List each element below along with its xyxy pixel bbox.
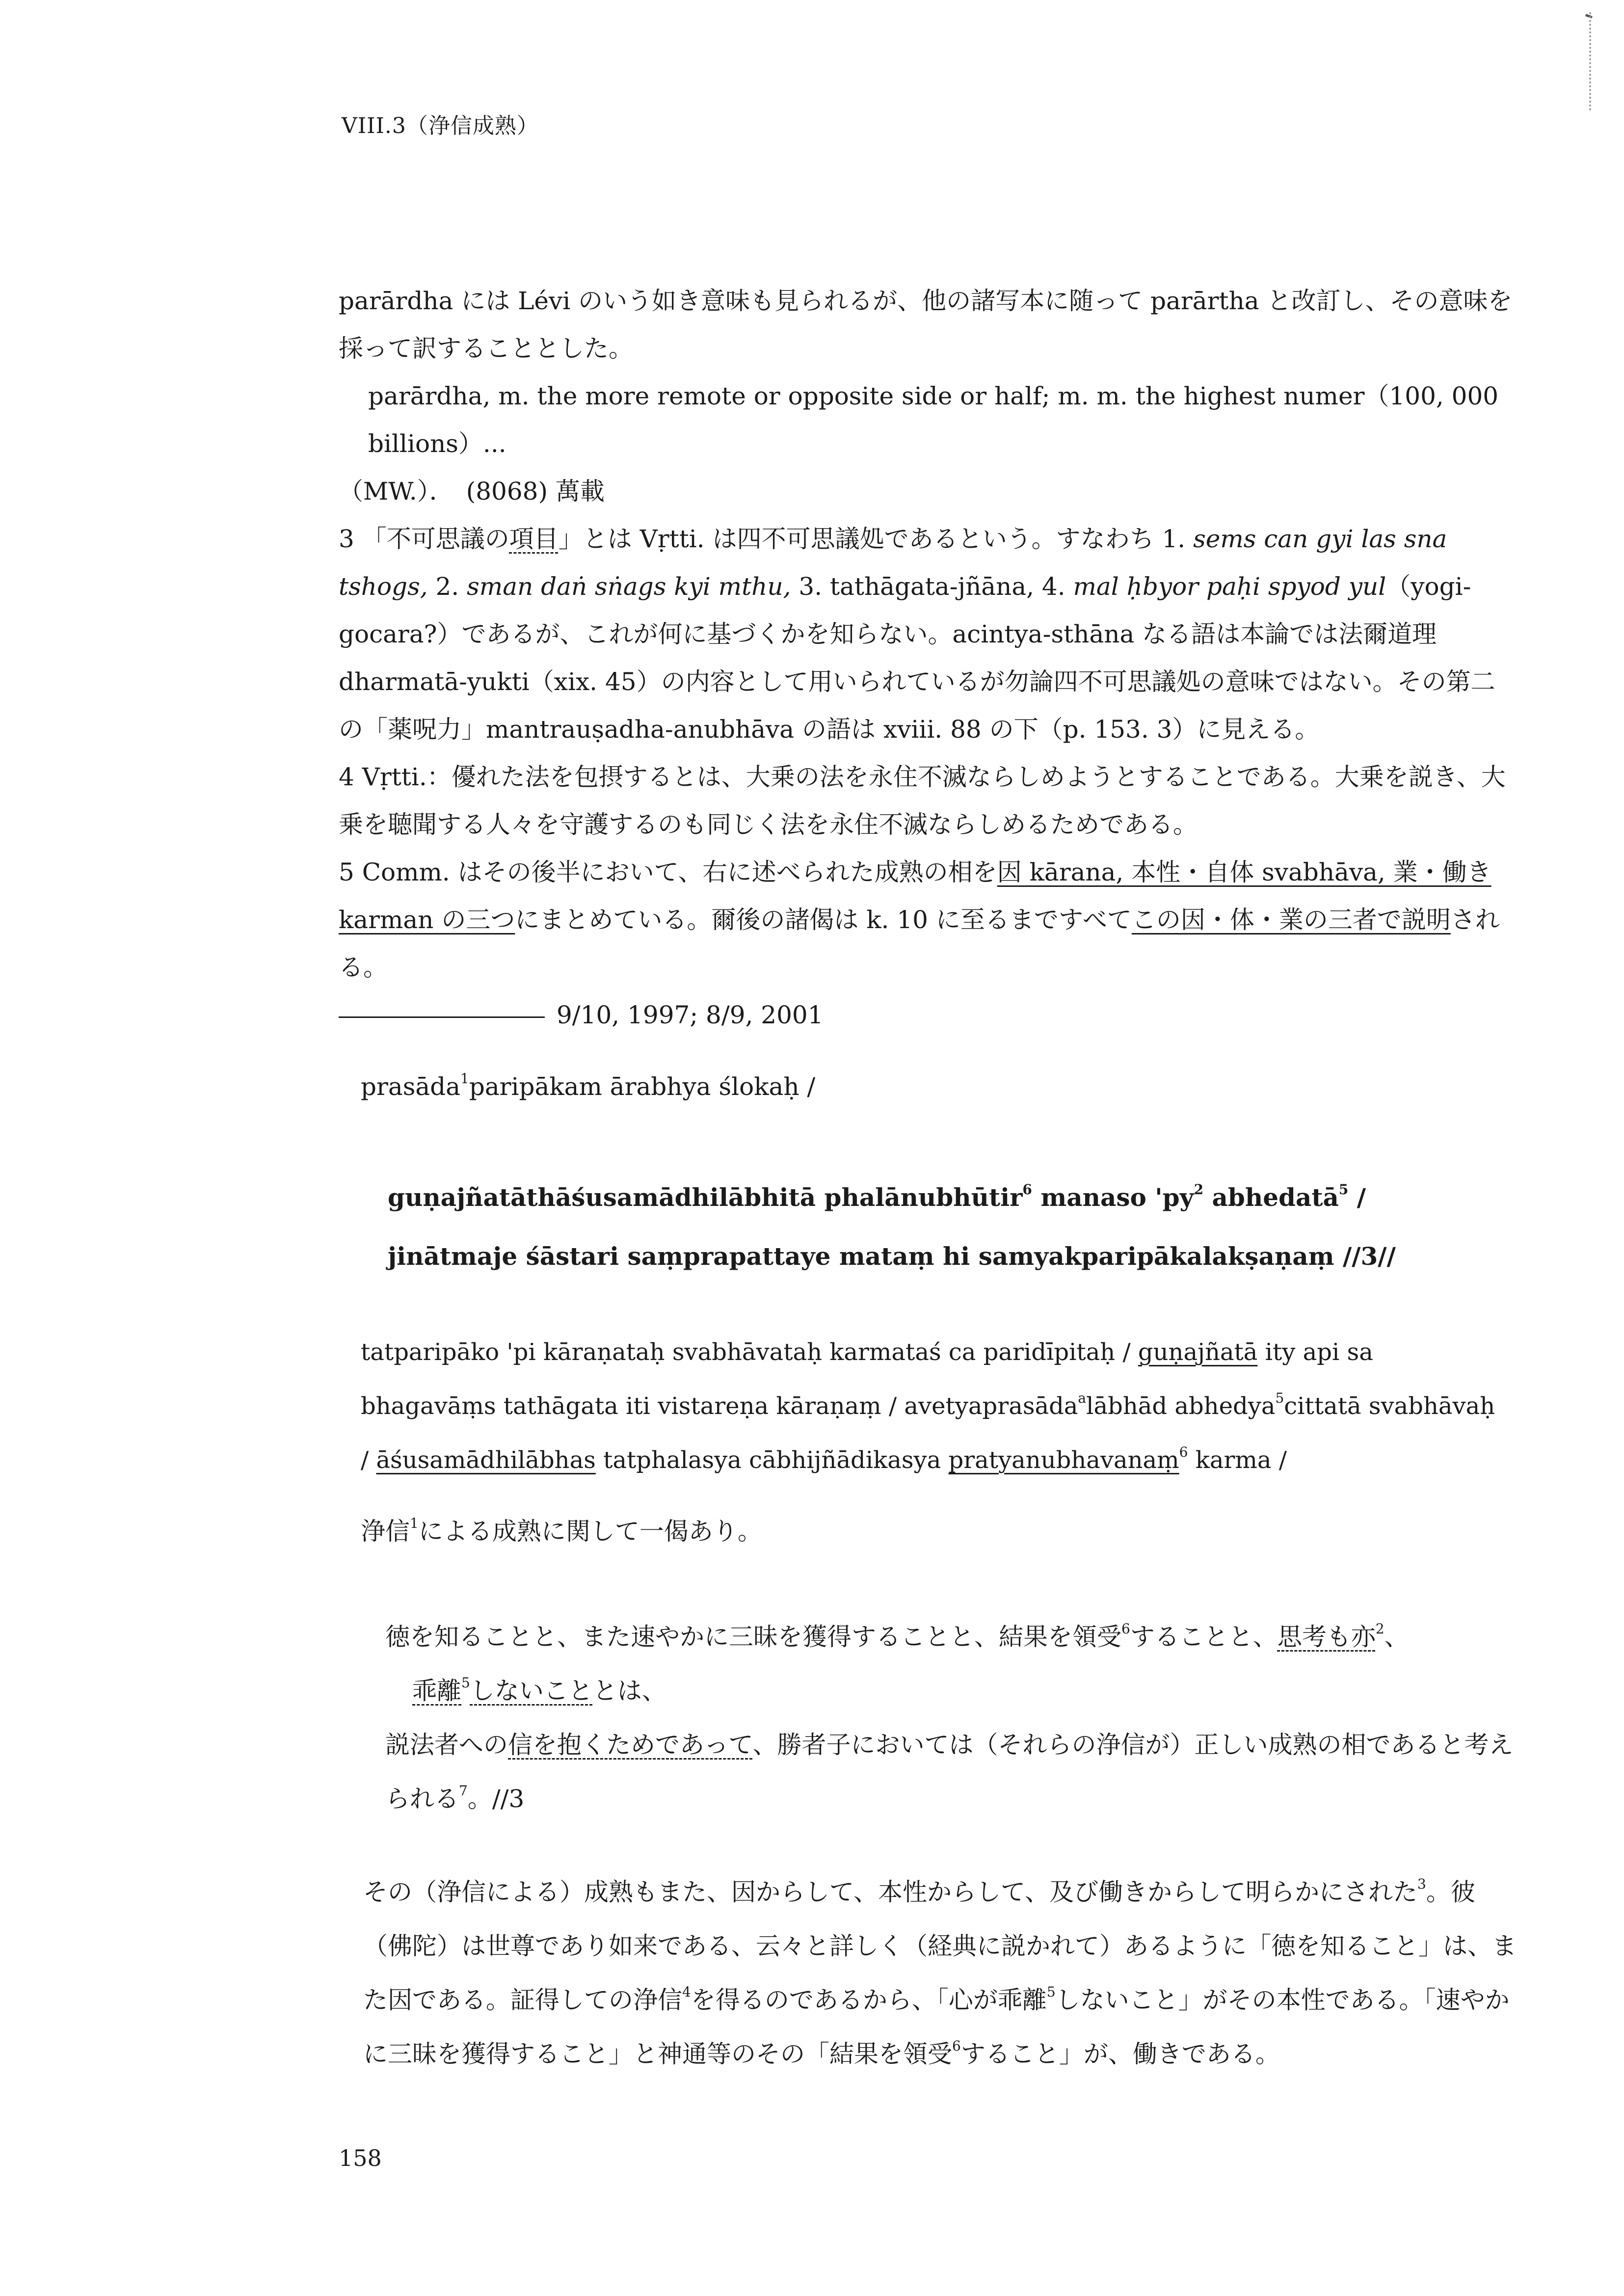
jp-verse-line-1 (385, 1610, 1514, 1664)
sanskrit-prose (361, 1325, 1504, 1487)
footnote-ref: 6 (1022, 1181, 1032, 1198)
dates: 9/10, 1997; 8/9, 2001 (557, 1001, 824, 1029)
scan-edge-dots (1589, 12, 1595, 110)
verse-text: abhedatā (1203, 1183, 1339, 1212)
verse-text: guṇajñatāthāśusamādhilābhitā phalānubhūtir (388, 1183, 1023, 1212)
sanskrit-heading (361, 1072, 815, 1101)
footnote-ref: 1 (460, 1070, 469, 1087)
note-3-text: 3 「不可思議の (339, 525, 509, 553)
verse-text: 。//3 (467, 1785, 525, 1813)
dashed-term: しないこと (470, 1677, 593, 1705)
heading-text: による成熟に関して一偈あり。 (418, 1517, 762, 1546)
note-pararth-dictionary: parārdha, m. the more remote or opposite side or half; m. m. the highest numer（100, 000 billions）... (368, 382, 1499, 458)
prose-text: cittatā svabhāvaḥ / (361, 1392, 1495, 1474)
running-head: VIII.3（浄信成熟） (342, 113, 539, 138)
note-5-underlined-1: 因 kārana, 本性・自体 svabhāva, 業・働き karman の三つ (339, 858, 1491, 934)
dashed-term: 信を抱くためであって (508, 1731, 753, 1759)
note-5 (339, 849, 1517, 991)
note-5-text: 5 Comm. はその後半において、右に述べられた成熟の相を (339, 858, 997, 886)
footnote-ref: 5 (1046, 1984, 1056, 2001)
verse-text: 、 (1384, 1623, 1409, 1651)
verse-line-2: jinātmaje śāstari saṃprapattaye mataṃ hi samyakparipākalakṣaṇaṃ //3// (388, 1242, 1396, 1271)
verse-text: / (1348, 1183, 1366, 1212)
prose-text: すること」が、働きである。 (960, 2040, 1280, 2068)
note-3-tibetan-1: sems can gyi las sna tshogs, (339, 525, 1447, 601)
note-3-text: 」とは Vṛtti. は四不可思議処であるという。すなわち 1. (558, 525, 1194, 553)
dashed-term: 乖離 (412, 1677, 461, 1705)
sanskrit-verse (388, 1168, 1517, 1286)
note-5-underlined-2: この因・体・業の三者で説明 (1131, 906, 1451, 934)
footnote-ref: 6 (1121, 1621, 1130, 1637)
footnote-ref: 7 (459, 1783, 468, 1799)
note-pararth-source: （MW.）． (8068) 萬載 (339, 477, 605, 506)
prose-text: を得るのであるから、「心が乖離 (691, 1986, 1047, 2014)
japanese-prose (339, 1865, 1517, 2081)
verse-text: 徳を知ることと、また速やかに三昧を獲得することと、結果を領受 (385, 1623, 1121, 1651)
verse-text: とは、 (592, 1677, 666, 1705)
verse-text: 説法者への (385, 1731, 508, 1759)
heading-text: 浄信 (361, 1517, 410, 1546)
prose-text: tatphalasya cābhijñādikasya (595, 1446, 949, 1474)
japanese-verse (385, 1610, 1514, 1826)
note-3 (339, 515, 1517, 753)
footnote-ref: 2 (1375, 1621, 1384, 1637)
note-5-text: にまとめている。爾後の諸偈は k. 10 に至るまですべて (515, 906, 1132, 934)
footnote-ref: 5 (461, 1675, 470, 1691)
note-3-tibetan-2: sman daṅ sṅags kyi mthu, (467, 572, 791, 601)
note-5-text: される。 (339, 906, 1500, 982)
footnote-ref: 5 (1275, 1390, 1284, 1406)
note-3-text: 2. (427, 572, 467, 601)
page-number: 158 (339, 2145, 382, 2171)
prose-text: karma / (1188, 1446, 1287, 1474)
prose-text: しないこと」がその本性である。「速やかに三昧を獲得すること」と神通等のその「結果を領受 (363, 1986, 1510, 2068)
underlined-term: āśusamādhilābhas (376, 1446, 596, 1474)
footnote-ref: 2 (1194, 1181, 1204, 1198)
verse-text: manaso 'py (1032, 1183, 1194, 1212)
sanskrit-heading-text: prasāda (361, 1072, 461, 1101)
note-3-dashed-term: 項目 (509, 525, 559, 553)
note-4: 4 Vṛtti.：優れた法を包摂するとは、大乗の法を永住不滅ならしめようとすることである。大乗を説き、大乗を聴聞する人々を守護するのも同じく法を永住不滅ならしめるためである。 (339, 763, 1506, 839)
note-3-tibetan-3: mal ḥbyor paḥi spyod yul (1073, 572, 1386, 601)
footnotes-section (339, 277, 1517, 1039)
dashed-term: 思考も亦 (1277, 1623, 1376, 1651)
prose-text: ity api sa bhagavāṃs tathāgata iti vistareṇa kāraṇaṃ / avetyaprasāda (361, 1338, 1373, 1420)
prose-text: 。彼（佛陀）は世尊であり如来である、云々と詳しく（経典に説かれて）あるように「徳を知ること」は、また因である。証得しての浄信 (363, 1878, 1517, 2014)
prose-text: その（浄信による）成熟もまた、因からして、本性からして、及び働きからして明らかにされた (363, 1878, 1417, 1906)
japanese-heading (361, 1512, 762, 1547)
underlined-term: pratyanubhavanaṃ (948, 1446, 1179, 1474)
footnote-ref: 6 (952, 2038, 961, 2055)
note-3-text: 3. tathāgata-jñāna, 4. (791, 572, 1073, 601)
date-line (339, 991, 1517, 1039)
footnote-ref: 5 (1338, 1181, 1349, 1198)
verse-text: 、勝者子においては（それらの浄信が）正しい成熟の相であると考えられる (385, 1731, 1514, 1813)
verse-line-1 (388, 1168, 1517, 1227)
footnote-ref: 6 (1179, 1444, 1188, 1460)
note-pararth-text: parārdha には Lévi のいう如き意味も見られるが、他の諸写本に随って parārtha と改訂し、その意味を採って訳することとした。 (339, 287, 1513, 363)
footnote-ref: 3 (1417, 1876, 1426, 1893)
jp-verse-line-1-cont (385, 1664, 1514, 1718)
footnote-ref: 4 (682, 1984, 691, 2001)
footnote-ref: a (1078, 1390, 1087, 1406)
prose-text: tatparipāko 'pi kāraṇataḥ svabhāvataḥ karmataś ca paridīpitaḥ / (361, 1338, 1138, 1366)
note-3-text: （yogi-gocara?）であるが、これが何に基づくかを知らない。acintya-sthāna なる語は本論では法爾道理 dharmatā-yukti（xix. 45）の内容として用いられているが勿論四不可思議処の意味ではない。その第二の「薬呪力」mantrauṣadha-anubhāva の語は xviii. 88 の下（p. 153. 3）に見える。 (339, 572, 1495, 744)
date-rule (339, 1016, 545, 1018)
sanskrit-heading-text: paripākam ārabhya ślokaḥ / (469, 1072, 816, 1101)
footnote-ref: 1 (410, 1515, 419, 1532)
underlined-term: guṇajñatā (1138, 1338, 1258, 1366)
prose-text: lābhād abhedya (1086, 1392, 1276, 1420)
jp-prose-paragraph (339, 1865, 1517, 2081)
jp-verse-line-2 (385, 1718, 1514, 1826)
verse-text: することと、 (1130, 1623, 1278, 1651)
